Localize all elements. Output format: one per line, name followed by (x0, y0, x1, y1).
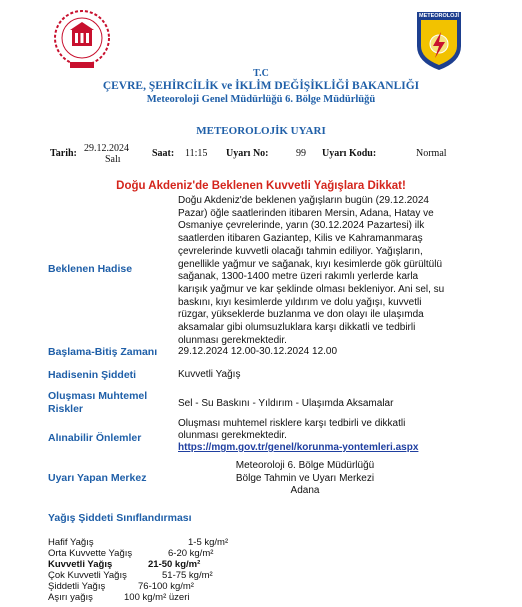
warning-code-value: Normal (416, 148, 447, 159)
header-directorate: Meteoroloji Genel Müdürlüğü 6. Bölge Müdürlüğü (146, 94, 376, 105)
scale-row-name: Çok Kuvvetli Yağış (48, 570, 127, 581)
expected-event-label: Beklenen Hadise (48, 263, 133, 275)
scale-title: Yağış Şiddeti Sınıflandırması (48, 512, 192, 524)
possible-risks-label (48, 390, 147, 416)
warning-code-label: Uyarı Kodu: (322, 148, 377, 159)
scale-row-name: Aşırı yağış (48, 592, 93, 603)
start-end-value: 29.12.2024 12.00-30.12.2024 12.00 (178, 346, 338, 357)
date-value: 29.12.2024 (84, 143, 129, 154)
expected-event-line: baskını, kıyı kesimlerde yıldırım ve dolu yağışı, kuvvetli (178, 296, 422, 308)
precautions-line: Oluşması muhtemel risklere karşı tedbirli ve dikkatli (178, 418, 406, 429)
precautions-label: Alınabilir Önlemler (48, 432, 142, 444)
scale-row-range: 51-75 kg/m² (162, 570, 213, 581)
scale-row-name: Kuvvetli Yağış (48, 559, 113, 570)
time-value: 11:15 (185, 148, 208, 159)
possible-risks-label-line: Oluşması Muhtemel (48, 390, 148, 402)
scale-row-range: 1-5 kg/m² (188, 537, 229, 548)
possible-risks-value: Sel - Su Baskını - Yıldırım - Ulaşımda Aksamalar (178, 398, 394, 409)
issuer-line: Meteoroloji 6. Bölge Müdürlüğü (235, 460, 375, 471)
time-label: Saat: (152, 148, 175, 159)
scale-row-range: 76-100 kg/m² (138, 581, 194, 592)
scale-row-range: 21-50 kg/m² (148, 559, 201, 570)
severity-value: Kuvvetli Yağış (178, 369, 241, 380)
issuer-line: Adana (290, 485, 320, 496)
document-title: METEOROLOJİK UYARI (196, 125, 326, 137)
expected-event-line: genellikle yağmur ve sağanak, kıyı kesimlerde gök gürültülü (178, 258, 443, 270)
issuer-label: Uyarı Yapan Merkez (48, 472, 147, 484)
header-ministry: ÇEVRE, ŞEHİRCİLİK ve İKLİM DEĞİŞİKLİĞİ BAKANLIĞI (102, 80, 420, 92)
expected-event-line: Pazar) öğle saatlerinden itibaren Mersin, Adana, Hatay ve (178, 207, 434, 219)
expected-event-line: karışık yağmur ve kar şeklinde olması bekleniyor. Ani sel, su (178, 283, 445, 295)
header-tc: T.C (253, 68, 269, 79)
scale-row-name: Şiddetli Yağış (48, 581, 106, 592)
expected-event-line: Osmaniye çevrelerinde, yarın (30.12.2024 Pazartesi) ilk (178, 220, 425, 232)
possible-risks-label-line: Riskler (48, 403, 84, 415)
expected-event-line: sağanak, 1300-1400 metre üzeri rakımlı yerlerde karla (178, 271, 419, 283)
date-label: Tarih: (50, 148, 77, 159)
expected-event-line: saatlerden itibaren Gaziantep, Kilis ve Kahramanmaraş (178, 233, 423, 245)
precautions-line: olunması gerekmektedir. (178, 430, 287, 441)
scale-row-name: Orta Kuvvette Yağış (48, 548, 133, 559)
issuer-line: Bölge Tahmin ve Uyarı Merkezi (235, 472, 375, 484)
scale-row-range: 100 kg/m² üzeri (124, 592, 190, 603)
start-end-label: Başlama-Bitiş Zamanı (48, 346, 158, 358)
precautions-link[interactable]: https://mgm.gov.tr/genel/korunma-yontemleri.aspx (178, 442, 419, 453)
severity-label: Hadisenin Şiddeti (48, 369, 137, 381)
expected-event-line: çevrelerinde kuvvetli olacağı tahmin ediliyor. Yağışların, (178, 245, 423, 257)
meteorology-logo (415, 10, 463, 72)
scale-row-name: Hafif Yağış (48, 537, 94, 548)
warning-headline: Doğu Akdeniz'de Beklenen Kuvvetli Yağışlara Dikkat! (116, 180, 406, 192)
warning-no-label: Uyarı No: (226, 148, 269, 159)
warning-no-value: 99 (296, 148, 306, 159)
issuer-text (220, 460, 390, 498)
expected-event-line: Doğu Akdeniz'de beklenen yağışların bugün (29.12.2024 (178, 195, 429, 206)
scale-row-range: 6-20 kg/m² (168, 548, 214, 559)
meteorology-logo-text: METEOROLOJİ (418, 13, 460, 19)
expected-event-line: rüzgar, yükseklerde buzlanma ve don olayı ile ulaşımda (178, 309, 424, 321)
expected-event-line: olunması gerekmektedir. (178, 334, 287, 346)
ministry-logo (52, 8, 112, 72)
expected-event-line: aksamalar gibi olumsuzluklara karşı dikkatli ve tedbirli (178, 322, 416, 334)
day-value: Salı (105, 154, 121, 165)
expected-event-text (178, 195, 478, 347)
